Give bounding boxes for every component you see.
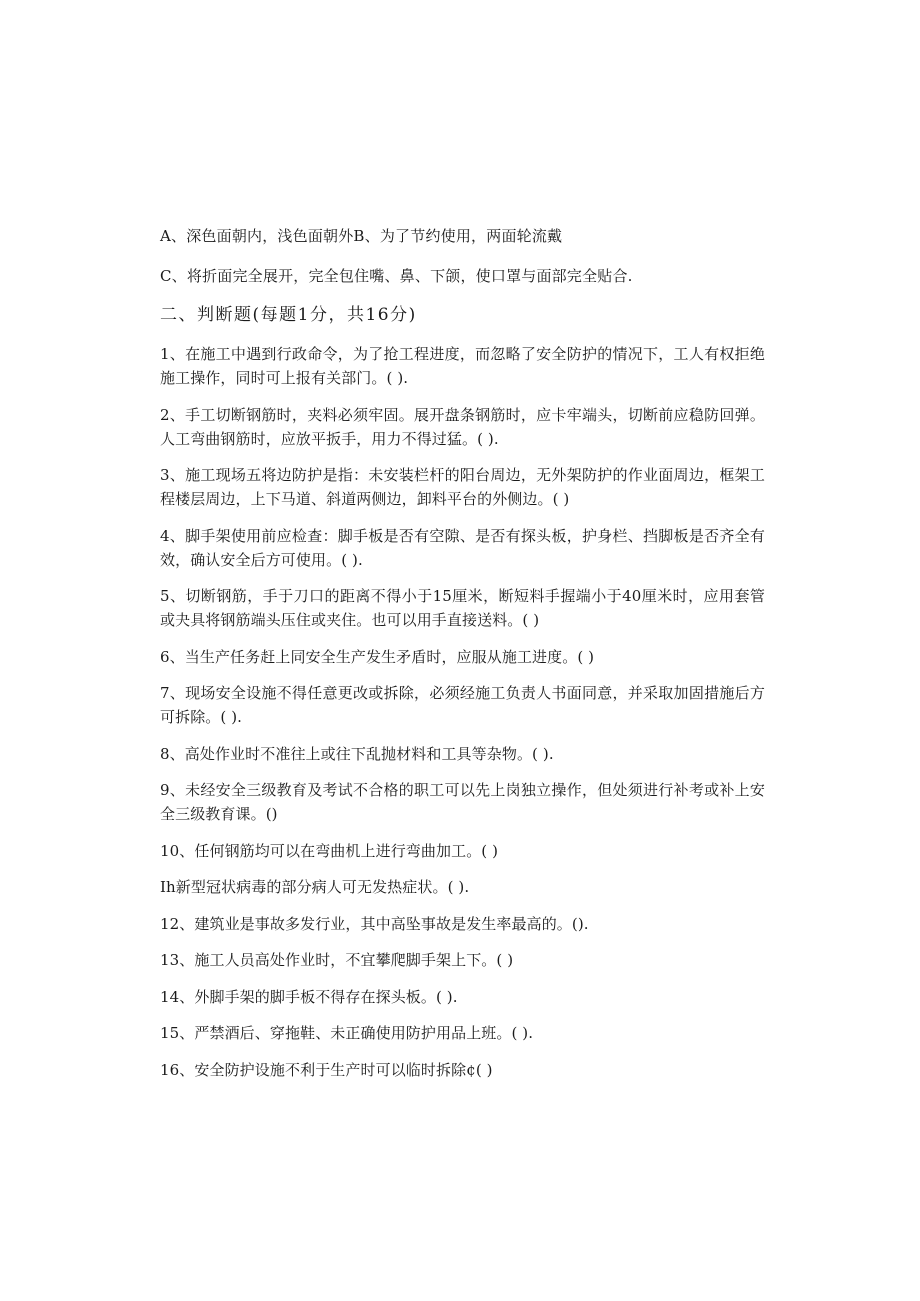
question-8: 8、高处作业时不准往上或往下乱抛材料和工具等杂物。( ). <box>160 744 554 763</box>
question-4: 4、脚手架使用前应检查：脚手板是否有空隙、是否有探头板，护身栏、挡脚板是否齐全有效，确认安全后方可使用。( ). <box>160 526 765 569</box>
section-title: 二、判断题(每题1分，共16分) <box>160 305 417 325</box>
question-15: 15、严禁酒后、穿拖鞋、未正确使用防护用品上班。( ). <box>160 1024 534 1042</box>
question-1: 1、在施工中遇到行政命令，为了抢工程进度，而忽略了安全防护的情况下，工人有权拒绝施工操作，同时可上报有关部门。( ). <box>160 345 765 387</box>
question-10: 10、任何钢筋均可以在弯曲机上进行弯曲加工。( ) <box>160 841 499 860</box>
answer-options <box>160 226 770 306</box>
question-11: Ih新型冠状病毒的部分病人可无发热症状。( ). <box>160 878 470 896</box>
question-2: 2、手工切断钢筋时，夹料必须牢固。展开盘条钢筋时，应卡牢端头，切断前应稳防回弹。人工弯曲钢筋时，应放平扳手，用力不得过猛。( ). <box>160 405 765 448</box>
question-9: 9、未经安全三级教育及考试不合格的职工可以先上岗独立操作，但处须进行补考或补上安全三级教育课。() <box>160 781 765 823</box>
option-line-c: C、将折面完全展开，完全包住嘴、鼻、下颌，使口罩与面部完全贴合. <box>160 267 633 285</box>
question-3: 3、施工现场五将边防护是指：未安装栏杆的阳台周边，无外架防护的作业面周边，框架工程楼层周边，上下马道、斜道两侧边，卸料平台的外侧边。( ) <box>160 466 765 508</box>
question-14: 14、外脚手架的脚手板不得存在探头板。( ). <box>160 987 458 1006</box>
question-16: 16、安全防护设施不利于生产时可以临时拆除¢( ) <box>160 1060 493 1079</box>
question-12: 12、建筑业是事故多发行业，其中高坠事故是发生率最高的。(). <box>160 914 589 933</box>
question-6: 6、当生产任务赶上同安全生产发生矛盾时，应服从施工进度。( ) <box>160 647 595 666</box>
question-13: 13、施工人员高处作业时，不宜攀爬脚手架上下。( ) <box>160 951 514 969</box>
question-7: 7、现场安全设施不得任意更改或拆除，必须经施工负责人书面同意，并采取加固措施后方可拆除。( ). <box>160 684 765 726</box>
question-5: 5、切断钢筋，手于刀口的距离不得小于15厘米，断短料手握端小于40厘米时，应用套管或夬具将钢筋端头压住或夹住。也可以用手直接送料。( ) <box>160 587 765 629</box>
question-list <box>160 342 765 1094</box>
option-line-ab: A、深色面朝内，浅色面朝外B、为了节约使用，两面轮流戴 <box>160 227 563 245</box>
